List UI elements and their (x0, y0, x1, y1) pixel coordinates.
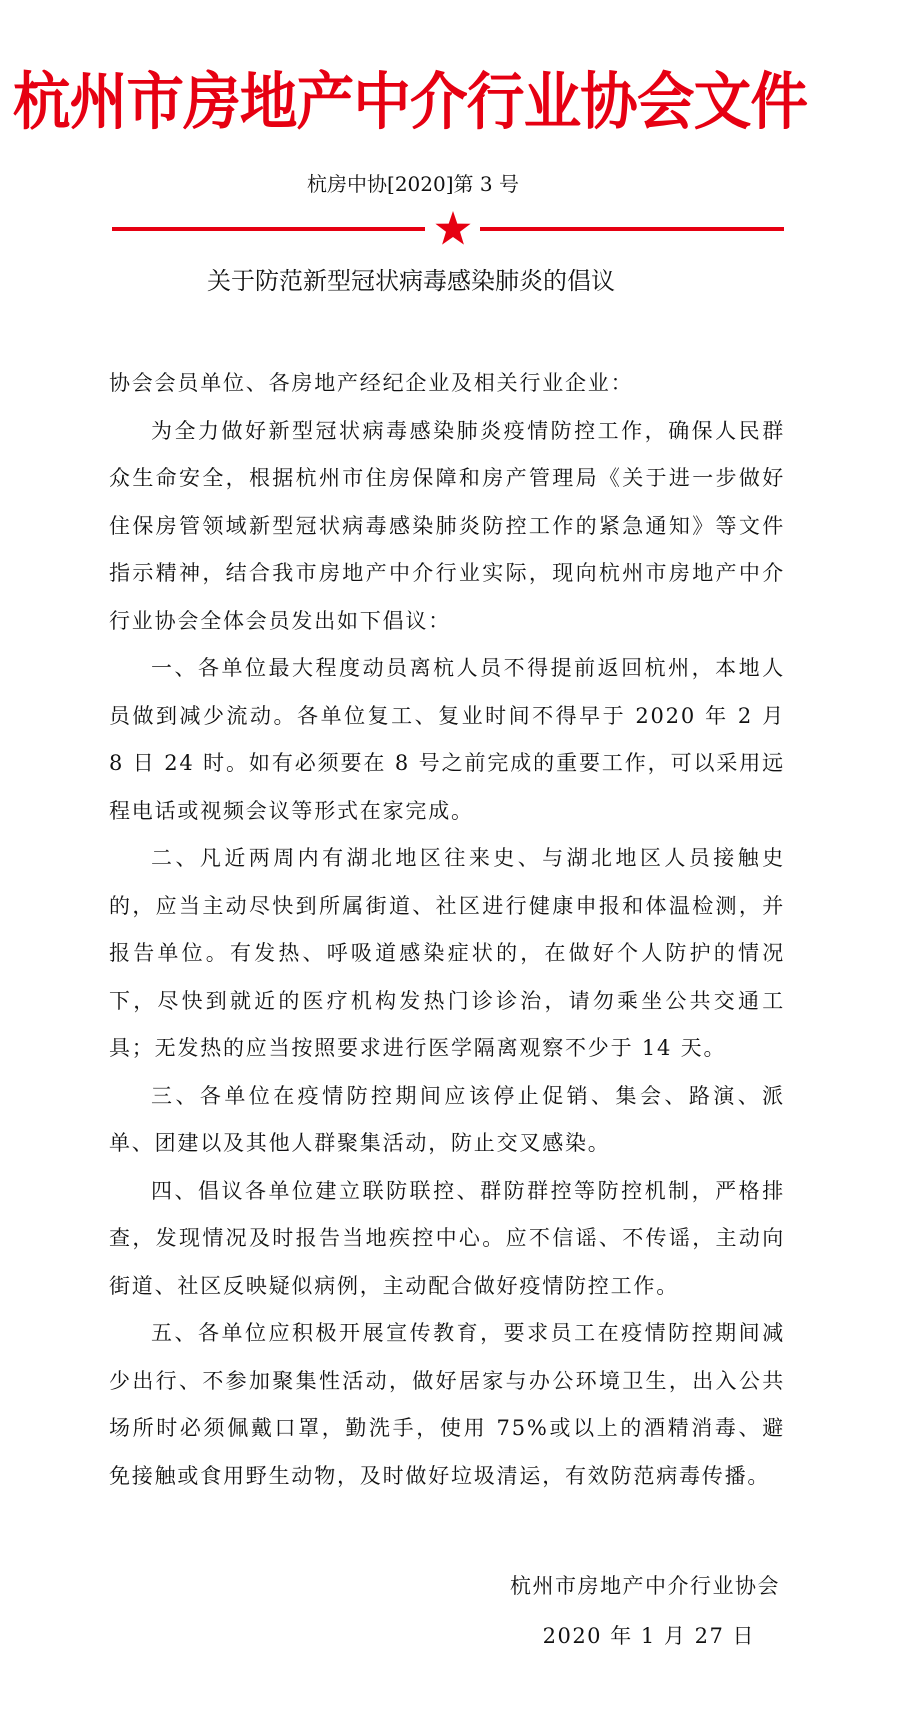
star-shape (435, 211, 470, 245)
intro-paragraph: 为全力做好新型冠状病毒感染肺炎疫情防控工作，确保人民群众生命安全，根据杭州市住房保障和房产管理局《关于进一步做好住保房管领域新型冠状病毒感染肺炎防控工作的紧急通知》等文件指示精神，结合我市房地产中介行业实际，现向杭州市房地产中介行业协会全体会员发出如下倡议： (109, 418, 785, 633)
document-number: 杭房中协[2020]第 3 号 (307, 172, 519, 196)
item-two-paragraph: 二、凡近两周内有湖北地区往来史、与湖北地区人员接触史的，应当主动尽快到所属街道、社区进行健康申报和体温检测，并报告单位。有发热、呼吸道感染症状的，在做好个人防护的情况下，尽快到就近的医疗机构发热门诊诊治，请勿乘坐公共交通工具；无发热的应当按照要求进行医学隔离观察不少于 14 天。 (109, 846, 785, 1060)
item-three-paragraph: 三、各单位在疫情防控期间应该停止促销、集会、路演、派单、团建以及其他人群聚集活动，防止交叉感染。 (109, 1083, 785, 1155)
item-five-paragraph: 五、各单位应积极开展宣传教育，要求员工在疫情防控期间减少出行、不参加聚集性活动，做好居家与办公环境卫生，出入公共场所时必须佩戴口罩，勤洗手，使用 75%或以上的酒精消毒、避免接触或食用野生动物，及时做好垃圾清运，有效防范病毒传播。 (109, 1321, 785, 1488)
signature-date: 2020 年 1 月 27 日 (542, 1624, 755, 1648)
document-title: 关于防范新型冠状病毒感染肺炎的倡议 (207, 267, 615, 295)
red-separator (112, 210, 784, 250)
separator-rule-left (112, 227, 425, 231)
item-one-paragraph: 一、各单位最大程度动员离杭人员不得提前返回杭州，本地人员做到减少流动。各单位复工、复业时间不得早于 2020 年 2 月 8 日 24 时。如有必须要在 8 号之前完成的重要工作，可以采用远程电话或视频会议等形式在家完成。 (109, 656, 785, 823)
document-body (109, 360, 785, 1500)
document-masthead: 杭州市房地产中介行业协会文件 (12, 65, 808, 138)
star-icon (434, 210, 472, 248)
signature-organization: 杭州市房地产中介行业协会 (510, 1574, 780, 1598)
separator-rule-right (480, 227, 784, 231)
salutation: 协会会员单位、各房地产经纪企业及相关行业企业： (109, 371, 634, 395)
item-four-paragraph: 四、倡议各单位建立联防联控、群防群控等防控机制，严格排查，发现情况及时报告当地疾控中心。应不信谣、不传谣，主动向街道、社区反映疑似病例，主动配合做好疫情防控工作。 (109, 1178, 785, 1298)
